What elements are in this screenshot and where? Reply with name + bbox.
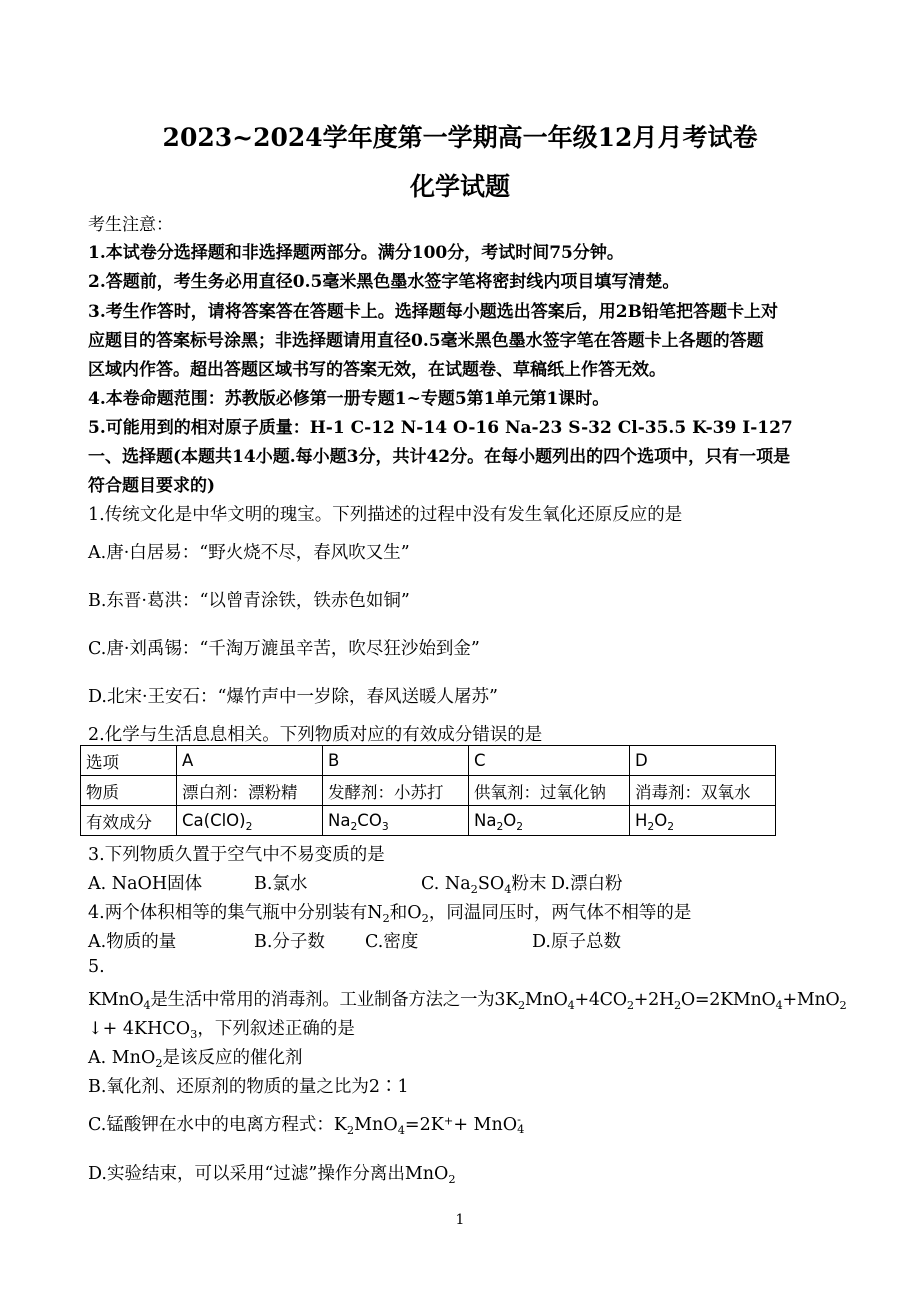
table-cell: 选项 bbox=[81, 746, 177, 776]
notice-heading: 考生注意： bbox=[88, 215, 173, 235]
question-1-option-a: A.唐·白居易：“野火烧不尽，春风吹又生” bbox=[88, 543, 410, 563]
table-cell: 消毒剂：双氧水 bbox=[630, 776, 776, 806]
notice-item-5: 5.可能用到的相对原子质量：H-1 C-12 N-14 O-16 Na-23 S-32 Cl-35.5 K-39 I-127 bbox=[88, 418, 793, 438]
table-cell-formula: $Na_2O_2$ bbox=[469, 806, 630, 836]
table-cell: 有效成分 bbox=[81, 806, 177, 836]
table-cell: 物质 bbox=[81, 776, 177, 806]
notice-item-3-cont2: 区域内作答。超出答题区域书写的答案无效，在试题卷、草稿纸上作答无效。 bbox=[88, 360, 666, 380]
notice-item-2: 2.答题前，考生务必用直径0.5毫米黑色墨水签字笔将密封线内项目填写清楚。 bbox=[88, 272, 680, 292]
table-cell: A bbox=[177, 746, 323, 776]
table-cell: 发酵剂：小苏打 bbox=[323, 776, 469, 806]
section-heading: 一、选择题(本题共14小题.每小题3分，共计42分。在每小题列出的四个选项中，只有一项是 bbox=[88, 447, 791, 467]
table-cell: D bbox=[630, 746, 776, 776]
table-row bbox=[81, 776, 776, 806]
table-row bbox=[81, 806, 776, 836]
question-5-stem-cont: ↓+ $4KHCO_3$，下列叙述正确的是 bbox=[88, 1019, 355, 1041]
question-4-option-d: D.原子总数 bbox=[532, 932, 621, 952]
question-2-table bbox=[80, 745, 776, 836]
notice-item-1: 1.本试卷分选择题和非选择题两部分。满分100分，考试时间75分钟。 bbox=[88, 243, 624, 263]
question-5-stem: KMnO$_4$是生活中常用的消毒剂。工业制备方法之一为$3K_2MnO_4+4CO_2+2H_2O=2KMnO_4+MnO_2$ bbox=[88, 990, 847, 1012]
table-cell-formula: $H_2O_2$ bbox=[630, 806, 776, 836]
question-4-option-a: A.物质的量 bbox=[88, 932, 177, 952]
notice-item-3: 3.考生作答时，请将答案答在答题卡上。选择题每小题选出答案后，用2B铅笔把答题卡上对 bbox=[88, 302, 778, 322]
question-3-option-a: A. NaOH固体 bbox=[88, 874, 203, 894]
exam-subtitle: 化学试题 bbox=[409, 172, 510, 201]
table-cell-formula: $Ca(ClO)_2$ bbox=[177, 806, 323, 836]
question-1-option-d: D.北宋·王安石：“爆竹声中一岁除，春风送暖人屠苏” bbox=[88, 687, 498, 707]
page-number: 1 bbox=[455, 1212, 465, 1228]
question-3-option-c: C. $Na_2SO_4$粉末 bbox=[421, 874, 547, 896]
section-heading-cont: 符合题目要求的) bbox=[88, 476, 216, 496]
question-4-stem: 4.两个体积相等的集气瓶中分别装有$N_2$和$O_2$，同温同压时，两气体不相等的是 bbox=[88, 903, 692, 925]
question-4-option-b: B.分子数 bbox=[254, 932, 325, 952]
question-1-option-c: C.唐·刘禹锡：“千淘万漉虽辛苦，吹尽狂沙始到金” bbox=[88, 639, 480, 659]
question-2-stem: 2.化学与生活息息相关。下列物质对应的有效成分错误的是 bbox=[88, 725, 543, 745]
question-3-option-d: D.漂白粉 bbox=[551, 874, 623, 894]
question-5-option-c: C.锰酸钾在水中的电离方程式：$K_2MnO_4=2K^++$ MnO - 4 bbox=[88, 1112, 525, 1137]
table-cell: C bbox=[469, 746, 630, 776]
question-1-stem: 1.传统文化是中华文明的瑰宝。下列描述的过程中没有发生氧化还原反应的是 bbox=[88, 505, 683, 525]
table-cell-formula: $Na_2CO_3$ bbox=[323, 806, 469, 836]
question-5-option-b: B.氧化剂、还原剂的物质的量之比为2∶1 bbox=[88, 1077, 409, 1097]
table-row bbox=[81, 746, 776, 776]
notice-item-4: 4.本卷命题范围：苏教版必修第一册专题1~专题5第1单元第1课时。 bbox=[88, 389, 610, 409]
question-5-option-a: A. MnO$_2$是该反应的催化剂 bbox=[88, 1048, 303, 1070]
question-5-option-d: D.实验结束，可以采用“过滤”操作分离出MnO$_2$ bbox=[88, 1164, 456, 1186]
question-1-option-b: B.东晋·葛洪：“以曾青涂铁，铁赤色如铜” bbox=[88, 591, 410, 611]
question-3-stem: 3.下列物质久置于空气中不易变质的是 bbox=[88, 845, 385, 865]
notice-item-3-cont: 应题目的答案标号涂黑；非选择题请用直径0.5毫米黑色墨水签字笔在答题卡上各题的答题 bbox=[88, 331, 764, 351]
question-5-number: 5. bbox=[88, 957, 105, 977]
question-4-option-c: C.密度 bbox=[365, 932, 419, 952]
exam-title: 2023~2024学年度第一学期高一年级12月月考试卷 bbox=[162, 123, 758, 152]
question-3-option-b: B.氯水 bbox=[254, 874, 308, 894]
table-cell: 供氧剂：过氧化钠 bbox=[469, 776, 630, 806]
table-cell: B bbox=[323, 746, 469, 776]
table-cell: 漂白剂：漂粉精 bbox=[177, 776, 323, 806]
